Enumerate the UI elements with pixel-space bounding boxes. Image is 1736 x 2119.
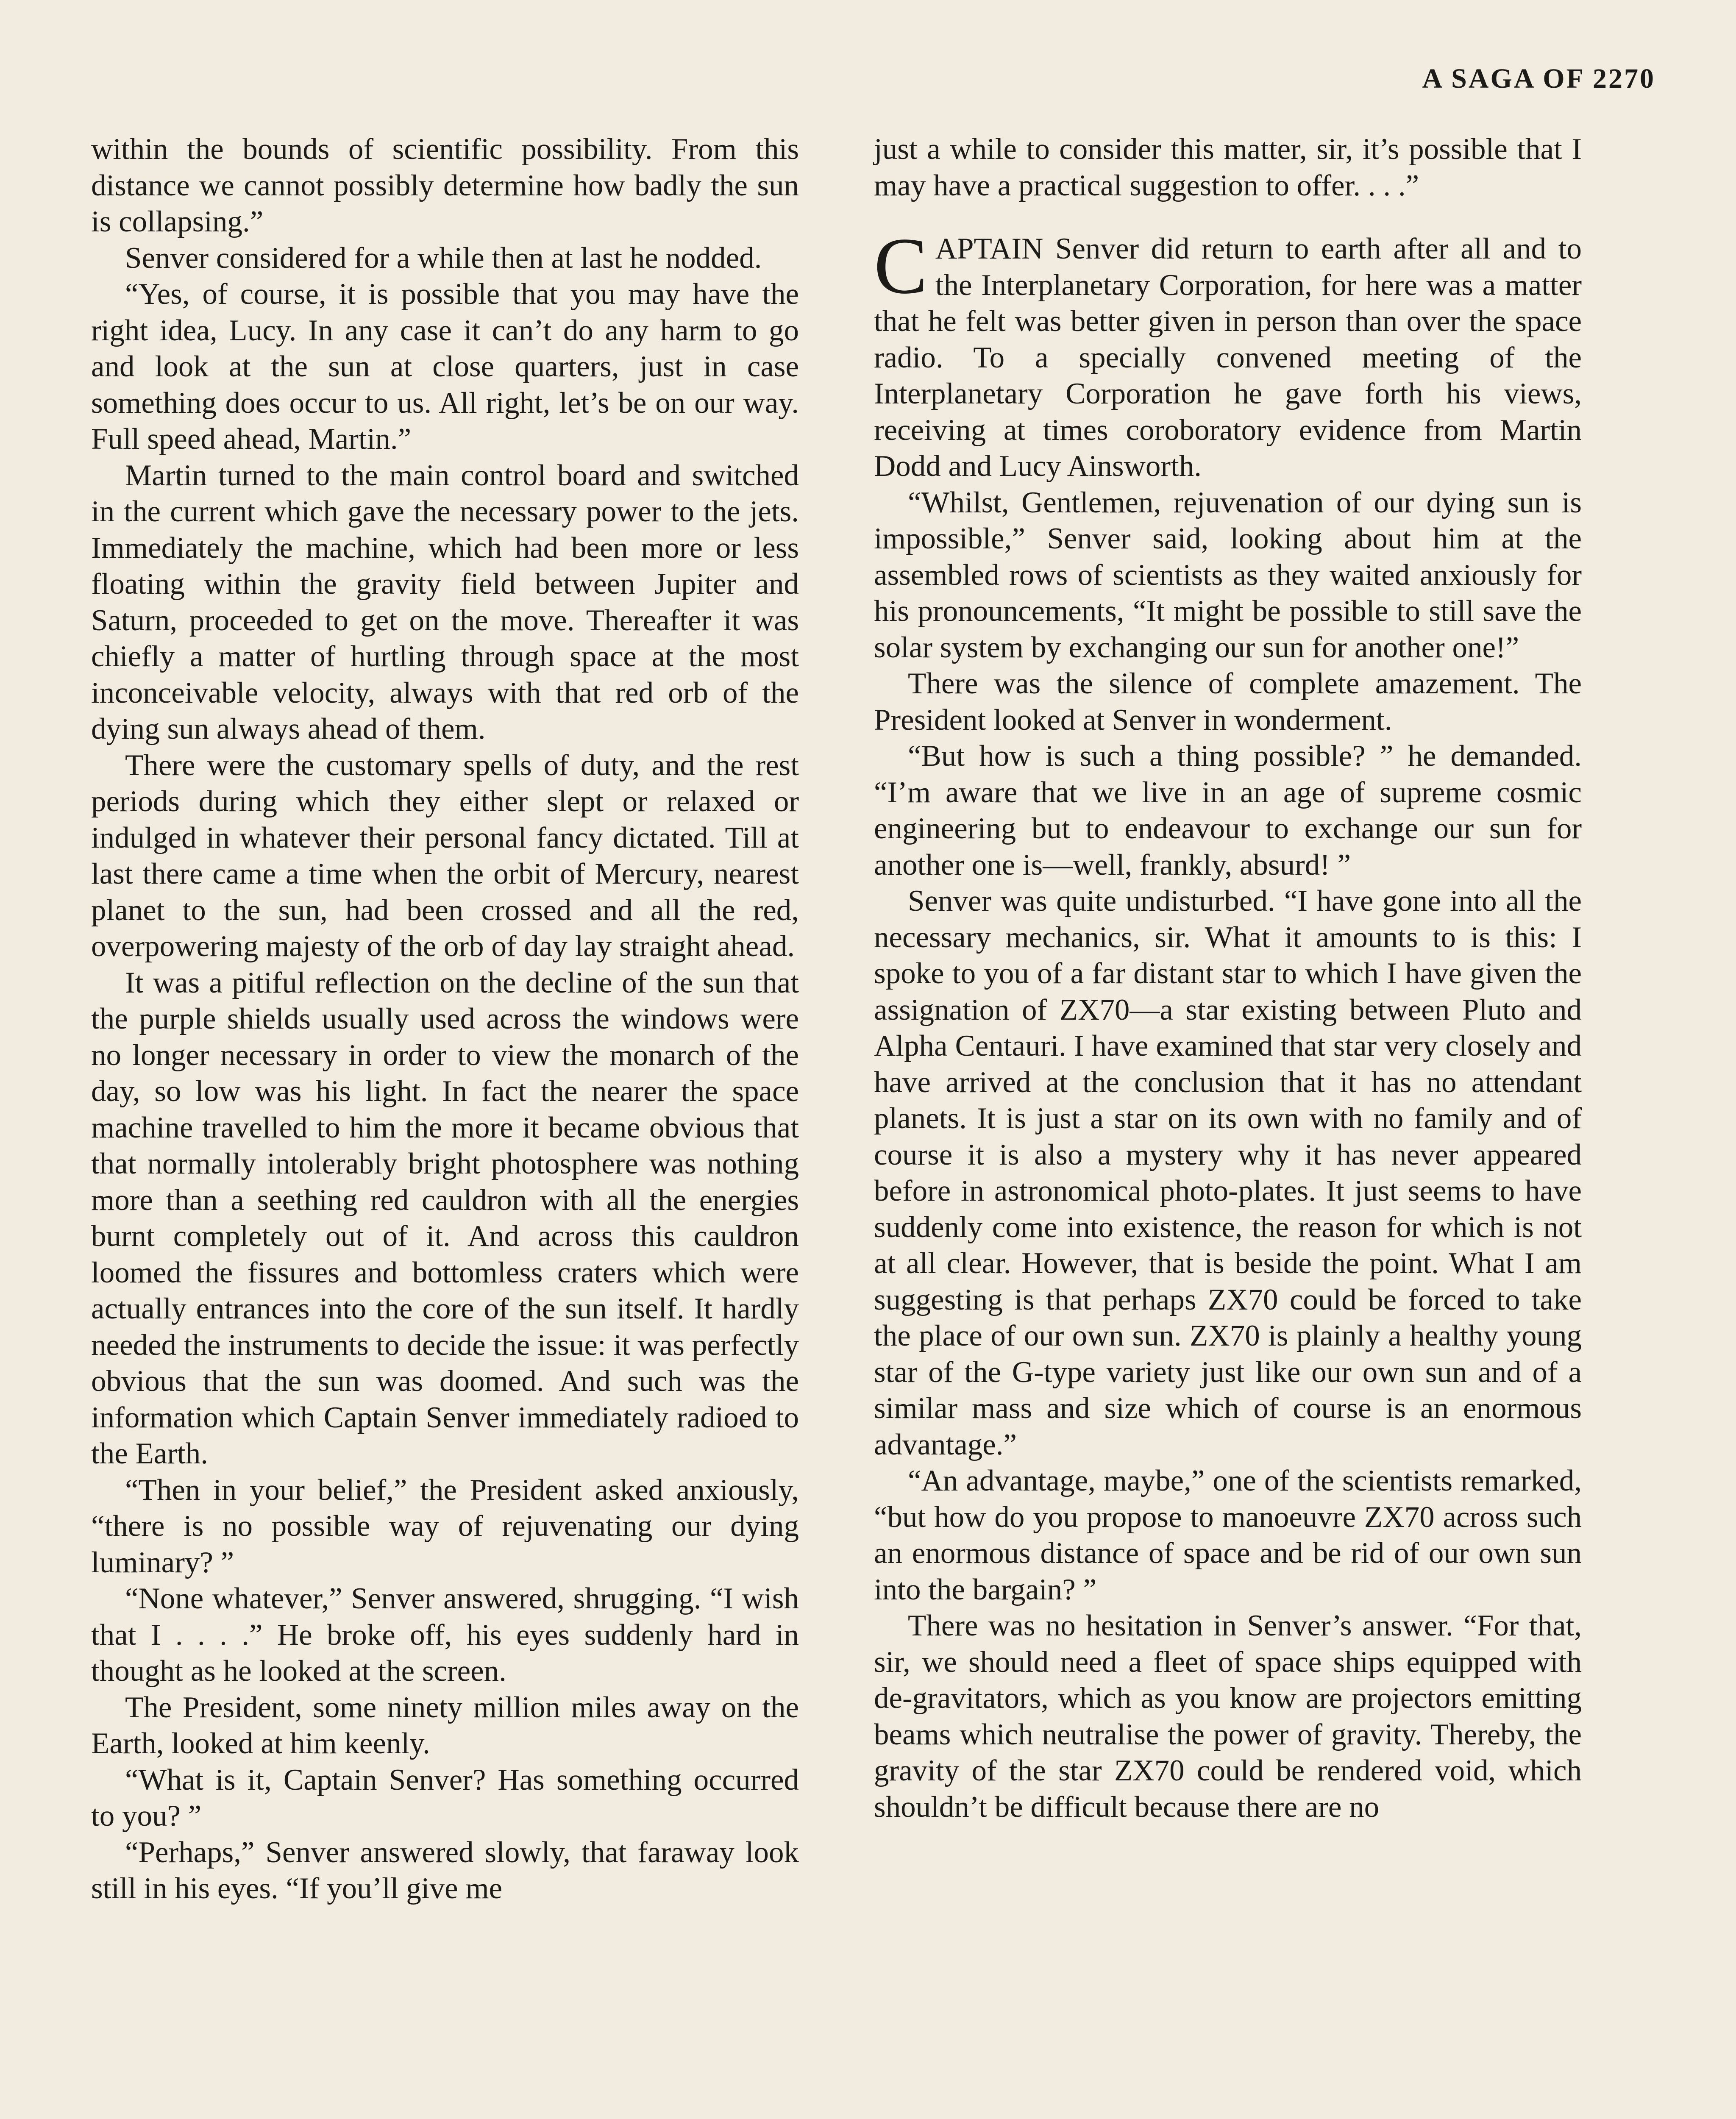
paragraph: Senver considered for a while then at last he nodded. — [125, 241, 762, 275]
paragraph: There was no hesitation in Senver’s answer. “For that, sir, we should need a fleet of space ships equipped with de-gravitators, which as you know are projectors emitting beams which neutralise the power of gravity. Thereby, the gravity of the star ZX70 could be rendered void, which shouldn’t be difficult because there are no — [874, 1609, 1582, 1824]
section-opening — [874, 222, 1582, 485]
paragraph: It was a pitiful reflection on the decline of the sun that the purple shields usually used across the windows were no longer necessary in order to view the monarch of the day, so low was his light. In fact the nearer the space machine travelled to him the more it became obvious that that normally intolerably bright photosphere was nothing more than a seething red cauldron with all the energies burnt completely out of it. And across this cauldron loomed the fissures and bottomless craters which were actually entrances into the core of the sun itself. It hardly needed the instruments to decide the issue: it was perfectly obvious that the sun was doomed. And such was the information which Captain Senver immediately radioed to the Earth. — [91, 966, 799, 1470]
paragraph: Martin turned to the main control board and switched in the current which gave the necessary power to the jets. Immediately the machine, which had been more or less floating within the gravity field between Jupiter and Saturn, proceeded to get on the move. Thereafter it was chiefly a matter of hurtling through space at the most inconceivable velocity, always with that red orb of the dying sun always ahead of them. — [91, 459, 799, 745]
paragraph: just a while to consider this matter, sir, it’s possible that I may have a practical suggestion to offer. . . .” — [874, 133, 1582, 202]
paragraph: There was the silence of complete amazement. The President looked at Senver in wonderment. — [874, 667, 1582, 737]
right-column — [874, 131, 1582, 1825]
paragraph: “But how is such a thing possible? ” he demanded. “I’m aware that we live in an age of supreme cosmic engineering but to endeavour to exchange our sun for another one is—well, frankly, absurd! ” — [874, 740, 1582, 882]
paragraph: There were the customary spells of duty, and the rest periods during which they either slept or relaxed or indulged in whatever their personal fancy dictated. Till at last there came a time when the orbit of Mercury, nearest planet to the sun, had been crossed and all the red, overpowering majesty of the orb of day lay straight ahead. — [91, 748, 799, 963]
section-opening-text: APTAIN Senver did return to earth after all and to the Interplanetary Corporation, for here was a matter that he felt was better given in person than over the space radio. To a specially convened meeting of the Interplanetary Corporation he gave forth his views, receiving at times coroboratory evidence from Martin Dodd and Lucy Ainsworth. — [874, 232, 1582, 483]
paragraph: “None whatever,” Senver answered, shrugging. “I wish that I . . . .” He broke off, his eyes suddenly hard in thought as he looked at the screen. — [91, 1582, 799, 1688]
paragraph: “Then in your belief,” the President asked anxiously, “there is no possible way of rejuvenating our dying luminary? ” — [91, 1473, 799, 1579]
paragraph: “What is it, Captain Senver? Has something occurred to you? ” — [91, 1763, 799, 1833]
paragraph: “Yes, of course, it is possible that you may have the right idea, Lucy. In any case it can’t do any harm to go and look at the sun at close quarters, just in case something does occur to us. All right, let’s be on our way. Full speed ahead, Martin.” — [91, 278, 799, 456]
drop-cap: C — [874, 222, 928, 311]
paragraph: within the bounds of scientific possibility. From this distance we cannot possibly determine how badly the sun is collapsing.” — [91, 133, 799, 238]
paragraph: “Whilst, Gentlemen, rejuvenation of our dying sun is impossible,” Senver said, looking about him at the assembled rows of scientists as they waited anxiously for his pronouncements, “It might be possible to still save the solar system by exchanging our sun for another one!” — [874, 486, 1582, 664]
paragraph: “An advantage, maybe,” one of the scientists remarked, “but how do you propose to manoeuvre ZX70 across such an enormous distance of space and be rid of our own sun into the bargain? ” — [874, 1464, 1582, 1606]
left-column — [91, 131, 799, 1907]
paragraph: The President, some ninety million miles away on the Earth, looked at him keenly. — [91, 1691, 799, 1760]
paragraph: “Perhaps,” Senver answered slowly, that faraway look still in his eyes. “If you’ll give me — [91, 1835, 799, 1905]
paragraph: Senver was quite undisturbed. “I have gone into all the necessary mechanics, sir. What it amounts to is this: I spoke to you of a far distant star to which I have given the assignation of ZX70—a star existing between Pluto and Alpha Centauri. I have examined that star very closely and have arrived at the conclusion that it has no attendant planets. It is just a star on its own with no family and of course it is also a mystery why it has never appeared before in astronomical photo-plates. It just seems to have suddenly come into existence, the reason for which is not at all clear. However, that is beside the point. What I am suggesting is that perhaps ZX70 could be forced to take the place of our own sun. ZX70 is plainly a healthy young star of the G-type variety just like our own sun and of a similar mass and size which of course is an enormous advantage.” — [874, 884, 1582, 1461]
running-head: A SAGA OF 2270 — [1422, 63, 1655, 94]
